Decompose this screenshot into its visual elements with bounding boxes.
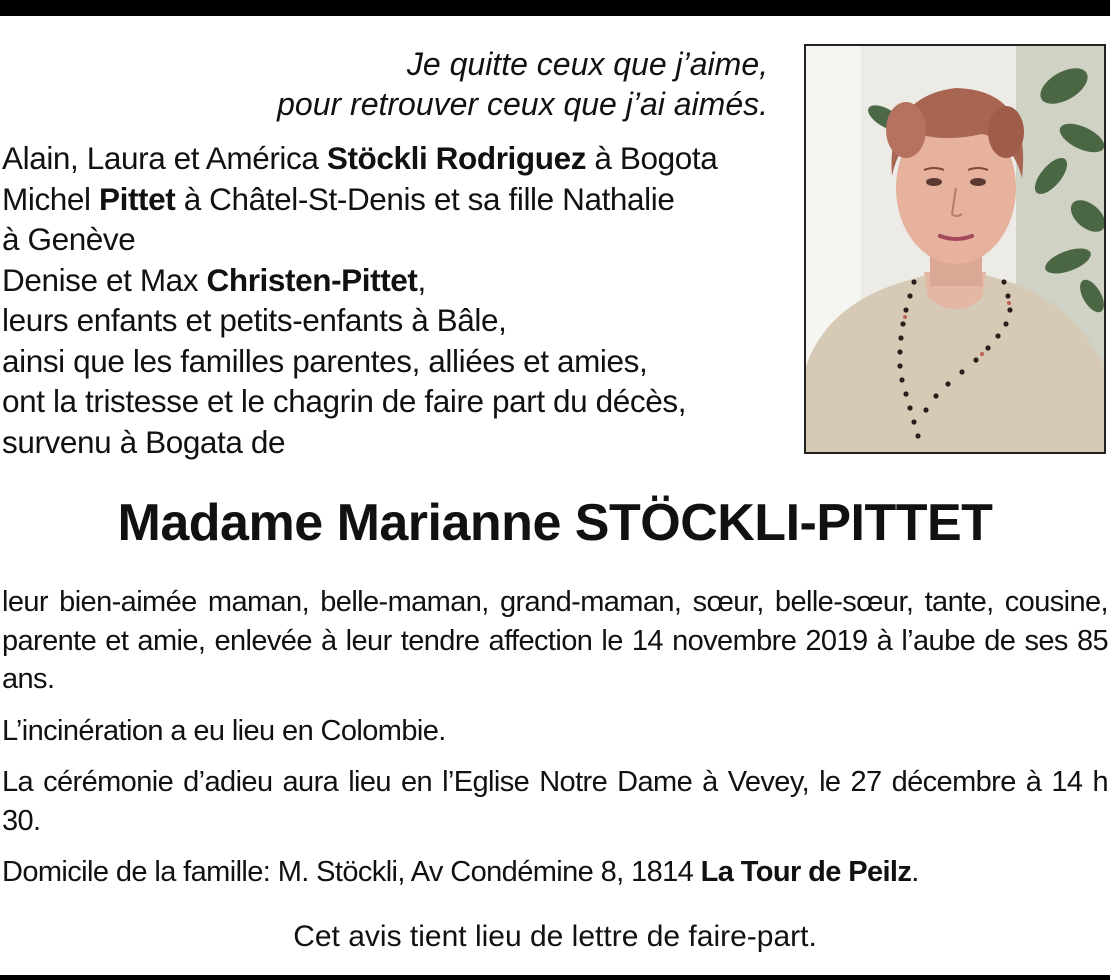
family-surname: Christen-Pittet [206,261,418,298]
epigraph-line: Je quitte ceux que j’aime, [406,46,768,82]
family-surname: Stöckli Rodriguez [326,140,587,176]
family-text: à Châtel-St-Denis et sa fille Nathalie [175,180,675,217]
obituary-body [2,583,1108,892]
bottom-rule [0,975,1110,980]
family-line: survenu à Bogata de [2,423,286,460]
family-line [2,138,772,179]
family-line: leurs enfants et petits-enfants à Bâle, [2,302,507,338]
obituary-paragraph: La cérémonie d’adieu aura lieu en l’Eglise Notre Dame à Vevey, le 27 décembre à 14 h 30. [2,766,1108,837]
deceased-name: Madame Marianne STÖCKLI-PITTET [117,494,993,552]
epigraph-line: pour retrouver ceux que j’ai aimés. [277,86,768,122]
obituary-paragraph: L’incinération a eu lieu en Colombie. [2,714,446,747]
epigraph [0,44,768,124]
family-text: à Bogota [586,140,718,176]
family-text: Michel [2,180,99,217]
domicile-text: . [911,856,919,888]
family-text: Denise et Max [2,261,207,298]
family-line [2,179,772,220]
family-line: ainsi que les familles parentes, alliées et amies, [2,342,648,379]
domicile-place: La Tour de Peilz [700,856,912,888]
domicile-text: Domicile de la famille: M. Stöckli, Av Condémine 8, 1814 [2,856,701,888]
domicile-line [2,853,1108,892]
family-line: à Genève [2,221,136,257]
family-text: , [417,261,426,298]
family-line: ont la tristesse et le chagrin de faire part du décès, [2,383,687,419]
closing-note: Cet avis tient lieu de lettre de faire-part. [293,920,817,953]
top-rule [0,0,1110,16]
portrait-illustration [806,46,1104,452]
obituary-paragraph: leur bien-aimée maman, belle-maman, grand-maman, sœur, belle-sœur, tante, cousine, parente et amie, enlevée à leur tendre affection le 14 novembre 2019 à l’aube de ses 85 ans. [2,586,1108,695]
family-line [2,260,772,301]
family-announcement [2,138,772,462]
family-surname: Pittet [98,180,176,217]
family-text: Alain, Laura et América [2,140,327,176]
portrait-photo [804,44,1106,454]
